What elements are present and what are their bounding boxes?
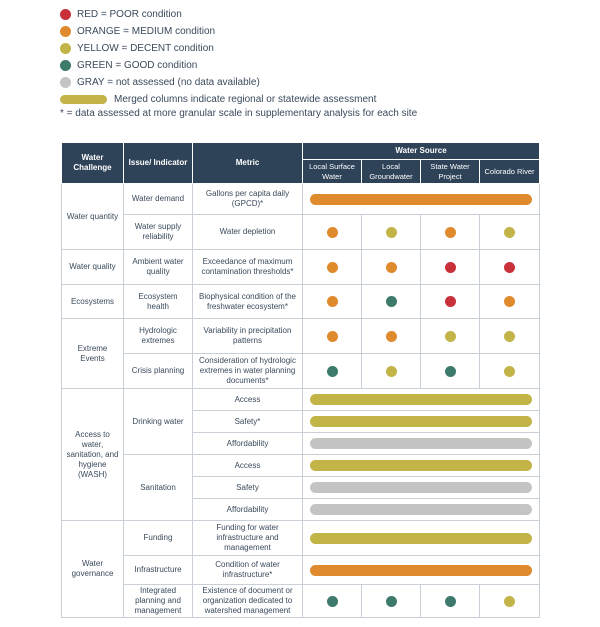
rating-cell [421,250,480,285]
green-rating-dot [445,596,456,607]
issue-cell: Infrastructure [124,556,193,585]
legend-label: GRAY = not assessed (no data available) [77,77,260,88]
issue-cell: Ambient water quality [124,250,193,285]
rating-cell [362,250,421,285]
orange-rating-dot [386,262,397,273]
table-row [62,319,540,354]
rating-cell [303,250,362,285]
issue-cell: Drinking water [124,389,193,455]
orange-rating-dot [386,331,397,342]
rating-cell [480,319,540,354]
rating-cell [480,215,540,250]
header-water-challenge: Water Challenge [62,143,124,184]
issue-cell: Funding [124,521,193,556]
issue-cell: Crisis planning [124,354,193,389]
rating-cell [480,354,540,389]
metric-cell: Safety [193,477,303,499]
header-colorado-river: Colorado River [480,160,540,184]
merged-rating-bar [310,194,532,205]
rating-cell [303,215,362,250]
issue-cell: Water supply reliability [124,215,193,250]
metric-cell: Water depletion [193,215,303,250]
metric-cell: Funding for water infrastructure and management [193,521,303,556]
legend-label: Merged columns indicate regional or statewide assessment [114,94,377,105]
rating-cell [362,354,421,389]
assessment-table [61,142,540,618]
metric-cell: Variability in precipitation patterns [193,319,303,354]
challenge-cell: Water quantity [62,184,124,250]
yellow-dot-icon [60,43,71,54]
table-row [62,521,540,556]
yellow-rating-dot [504,331,515,342]
rating-cell [480,250,540,285]
metric-cell: Safety* [193,411,303,433]
header-local-surface-water: Local Surface Water [303,160,362,184]
merged-rating-cell [303,455,540,477]
merged-rating-cell [303,521,540,556]
rating-cell [303,285,362,319]
rating-cell [480,285,540,319]
metric-cell: Access [193,389,303,411]
merged-rating-bar [310,460,532,471]
challenge-cell: Water governance [62,521,124,618]
challenge-cell: Access to water, sanitation, and hygiene (WASH) [62,389,124,521]
header-metric: Metric [193,143,303,184]
table-row [62,556,540,585]
header-issue-indicator: Issue/ Indicator [124,143,193,184]
orange-rating-dot [445,227,456,238]
rating-cell [421,319,480,354]
yellow-rating-dot [504,596,515,607]
table-row [62,455,540,477]
legend-label: YELLOW = DECENT condition [77,43,214,54]
issue-cell: Water demand [124,184,193,215]
orange-rating-dot [327,262,338,273]
merged-rating-bar [310,504,532,515]
yellow-rating-dot [504,366,515,377]
merged-rating-bar [310,565,532,576]
red-dot-icon [60,9,71,20]
legend-label: ORANGE = MEDIUM condition [77,26,216,37]
merged-rating-bar [310,533,532,544]
green-rating-dot [327,596,338,607]
metric-cell: Affordability [193,499,303,521]
table-row [62,389,540,411]
merged-rating-bar [310,394,532,405]
orange-dot-icon [60,26,71,37]
table-row [62,184,540,215]
rating-cell [362,319,421,354]
orange-rating-dot [327,296,338,307]
red-rating-dot [504,262,515,273]
merged-rating-bar [310,438,532,449]
rating-cell [421,215,480,250]
rating-cell [421,285,480,319]
header-water-source: Water Source [303,143,540,160]
yellow-rating-dot [386,227,397,238]
merged-rating-bar [310,482,532,493]
table-row [62,285,540,319]
table-row [62,354,540,389]
legend-label: GREEN = GOOD condition [77,60,198,71]
merged-bar-icon [60,95,107,104]
rating-cell [421,585,480,618]
rating-cell [303,354,362,389]
challenge-cell: Extreme Events [62,319,124,389]
challenge-cell: Water quality [62,250,124,285]
merged-rating-cell [303,433,540,455]
merged-rating-cell [303,556,540,585]
metric-cell: Access [193,455,303,477]
merged-rating-cell [303,411,540,433]
orange-rating-dot [327,331,338,342]
rating-cell [362,285,421,319]
merged-rating-cell [303,184,540,215]
challenge-cell: Ecosystems [62,285,124,319]
green-rating-dot [386,596,397,607]
rating-cell [303,319,362,354]
red-rating-dot [445,262,456,273]
issue-cell: Integrated planning and management [124,585,193,618]
rating-cell [480,585,540,618]
header-state-water-project: State Water Project [421,160,480,184]
merged-rating-bar [310,416,532,427]
rating-cell [303,585,362,618]
table-body [62,184,540,618]
issue-cell: Ecosystem health [124,285,193,319]
green-rating-dot [445,366,456,377]
legend-label: RED = POOR condition [77,9,182,20]
merged-rating-cell [303,389,540,411]
metric-cell: Existence of document or organization dedicated to watershed management [193,585,303,618]
green-dot-icon [60,60,71,71]
issue-cell: Hydrologic extremes [124,319,193,354]
red-rating-dot [445,296,456,307]
table-row [62,215,540,250]
orange-rating-dot [504,296,515,307]
table-row [62,250,540,285]
yellow-rating-dot [445,331,456,342]
green-rating-dot [386,296,397,307]
green-rating-dot [327,366,338,377]
metric-cell: Biophysical condition of the freshwater ecosystem* [193,285,303,319]
issue-cell: Sanitation [124,455,193,521]
legend-note: * = data assessed at more granular scale in supplementary analysis for each site [60,108,418,119]
rating-cell [362,585,421,618]
gray-dot-icon [60,77,71,88]
header-local-groundwater: Local Groundwater [362,160,421,184]
merged-rating-cell [303,499,540,521]
metric-cell: Exceedance of maximum contamination thresholds* [193,250,303,285]
metric-cell: Condition of water infrastructure* [193,556,303,585]
merged-rating-cell [303,477,540,499]
rating-cell [421,354,480,389]
metric-cell: Consideration of hydrologic extremes in water planning documents* [193,354,303,389]
rating-cell [362,215,421,250]
table-row [62,585,540,618]
metric-cell: Gallons per capita daily (GPCD)* [193,184,303,215]
metric-cell: Affordability [193,433,303,455]
orange-rating-dot [327,227,338,238]
yellow-rating-dot [504,227,515,238]
yellow-rating-dot [386,366,397,377]
